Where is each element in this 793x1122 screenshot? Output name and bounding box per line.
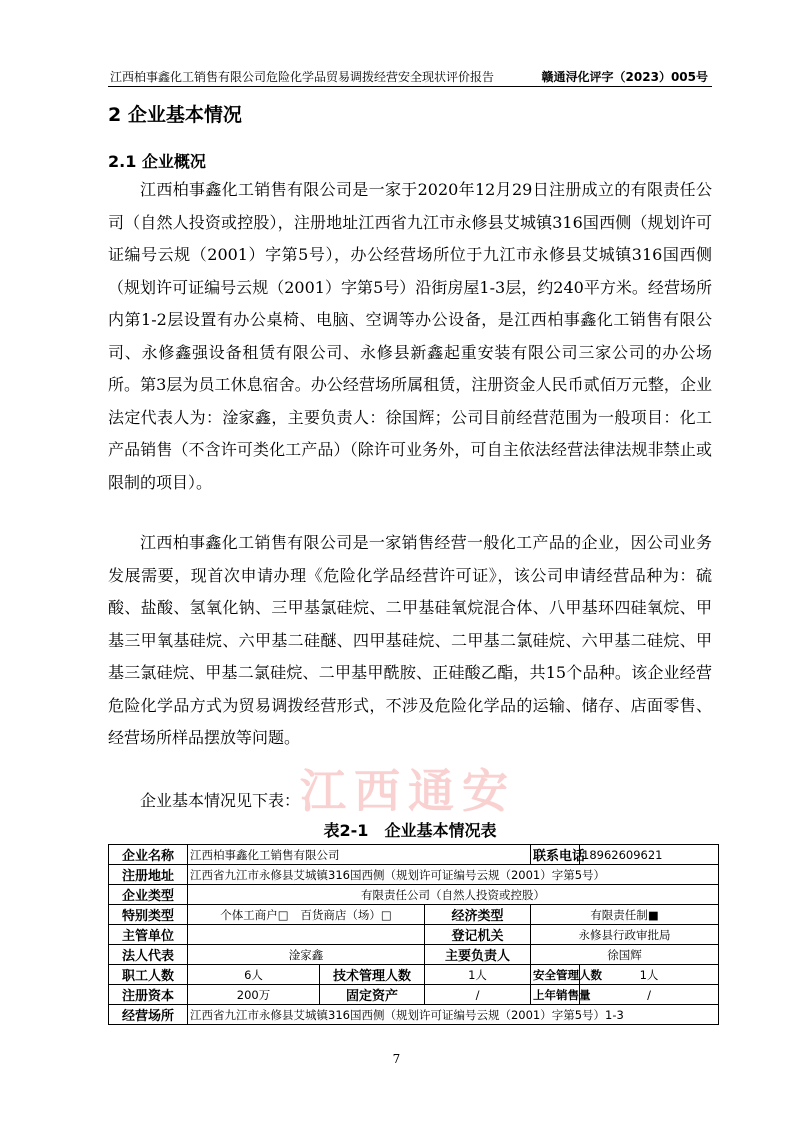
page-header bbox=[108, 66, 712, 87]
table-row bbox=[109, 905, 719, 925]
legal-rep-value: 淦家鑫 bbox=[188, 945, 425, 965]
tech-managers-value: 1人 bbox=[425, 965, 531, 985]
watermark-stamp: 江西通安 bbox=[300, 764, 516, 818]
special-type-label: 特别类型 bbox=[109, 905, 188, 925]
company-name-value: 江西柏事鑫化工销售有限公司 bbox=[188, 845, 531, 865]
premises-value: 江西省九江市永修县艾城镇316国西侧（规划许可证编号云规（2001）字第5号）1-3 bbox=[188, 1005, 719, 1025]
fixed-assets-label: 固定资产 bbox=[320, 985, 425, 1005]
last-year-sales-label: 上年销售量 bbox=[531, 985, 580, 1005]
employees-value: 6人 bbox=[188, 965, 320, 985]
table-row bbox=[109, 845, 719, 865]
table-row bbox=[109, 885, 719, 905]
page-number: 7 bbox=[392, 1052, 401, 1066]
type-value: 有限责任公司（自然人投资或控股） bbox=[188, 885, 719, 905]
table-row bbox=[109, 985, 719, 1005]
header-report-title: 江西柏事鑫化工销售有限公司危险化学品贸易调拨经营安全现状评价报告 bbox=[110, 70, 495, 84]
authority-value bbox=[188, 925, 425, 945]
special-type-option-label: 百货商店（场） bbox=[300, 907, 381, 922]
type-label: 企业类型 bbox=[109, 885, 188, 905]
authority-label: 主管单位 bbox=[109, 925, 188, 945]
legal-rep-label: 法人代表 bbox=[109, 945, 188, 965]
principal-label: 主要负责人 bbox=[425, 945, 531, 965]
table-row bbox=[109, 925, 719, 945]
registration-value: 永修县行政审批局 bbox=[531, 925, 719, 945]
unchecked-box-icon: □ bbox=[380, 907, 392, 922]
economic-type-label: 经济类型 bbox=[425, 905, 531, 925]
reg-address-value: 江西省九江市永修县艾城镇316国西侧（规划许可证编号云规（2001）字第5号） bbox=[188, 865, 719, 885]
paragraph-company-overview: 江西柏事鑫化工销售有限公司是一家于2020年12月29日注册成立的有限责任公司（自然人投资或控股），注册地址江西省九江市永修县艾城镇316国西侧（规划许可证编号云规（2001）字第5号），办公经营场所位于九江市永修县艾城镇316国西侧（规划许可证编号云规（2001）字第5号）沿街房屋1-3层，约240平方米。经营场所内第1-2层设置有办公桌椅、电脑、空调等办公设备，是江西柏事鑫化工销售有限公司、永修鑫强设备租赁有限公司、永修县新鑫起重安装有限公司三家公司的办公场所。第3层为员工休息宿舍。办公经营场所属租赁，注册资金人民币贰佰万元整，企业法定代表人为：淦家鑫，主要负责人：徐国辉；公司目前经营范围为一般项目：化工产品销售（不含许可类化工产品）（除许可业务外，可自主依法经营法律法规非禁止或限制的项目）。 bbox=[108, 180, 712, 492]
table-row bbox=[109, 965, 719, 985]
header-report-number: 赣通浔化评字（2023）005号 bbox=[541, 70, 708, 84]
table-row bbox=[109, 865, 719, 885]
paragraph-table-intro: 企业基本情况见下表： bbox=[140, 791, 301, 810]
tech-managers-label: 技术管理人数 bbox=[320, 965, 425, 985]
employees-label: 职工人数 bbox=[109, 965, 188, 985]
company-info-table bbox=[108, 844, 719, 1025]
economic-type-text: 有限责任制 bbox=[590, 907, 648, 922]
premises-label: 经营场所 bbox=[109, 1005, 188, 1025]
capital-label: 注册资本 bbox=[109, 985, 188, 1005]
economic-type-value bbox=[531, 905, 719, 925]
phone-label: 联系电话 bbox=[531, 845, 580, 865]
table-row bbox=[109, 1005, 719, 1025]
fixed-assets-value: / bbox=[425, 985, 531, 1005]
capital-value: 200万 bbox=[188, 985, 320, 1005]
table-caption: 表2-1 企业基本情况表 bbox=[323, 821, 497, 840]
company-name-label: 企业名称 bbox=[109, 845, 188, 865]
table-row bbox=[109, 945, 719, 965]
registration-label: 登记机关 bbox=[425, 925, 531, 945]
special-type-option-label: 个体工商户 bbox=[220, 907, 278, 922]
principal-value: 徐国辉 bbox=[531, 945, 719, 965]
paragraph-business-scope: 江西柏事鑫化工销售有限公司是一家销售经营一般化工产品的企业，因公司业务发展需要，现首次申请办理《危险化学品经营许可证》，该公司申请经营品种为：硫酸、盐酸、氢氧化钠、三甲基氯硅烷、二甲基硅氧烷混合体、八甲基环四硅氧烷、甲基三甲氧基硅烷、六甲基二硅醚、四甲基硅烷、二甲基二氯硅烷、六甲基二硅烷、甲基三氯硅烷、甲基二氯硅烷、二甲基甲酰胺、正硅酸乙酯，共15个品种。该企业经营危险化学品方式为贸易调拨经营形式，不涉及危险化学品的运输、储存、店面零售、经营场所样品摆放等问题。 bbox=[108, 533, 712, 747]
last-year-sales-value: / bbox=[580, 985, 719, 1005]
unchecked-box-icon: □ bbox=[277, 907, 289, 922]
safety-managers-label: 安全管理人数 bbox=[531, 965, 580, 985]
reg-address-label: 注册地址 bbox=[109, 865, 188, 885]
section-title: 2 企业基本情况 bbox=[108, 104, 242, 126]
special-type-options bbox=[188, 905, 425, 925]
safety-managers-value: 1人 bbox=[580, 965, 719, 985]
subsection-title: 2.1 企业概况 bbox=[108, 152, 206, 171]
phone-value: 18962609621 bbox=[580, 845, 719, 865]
checked-box-icon: ■ bbox=[647, 907, 659, 922]
